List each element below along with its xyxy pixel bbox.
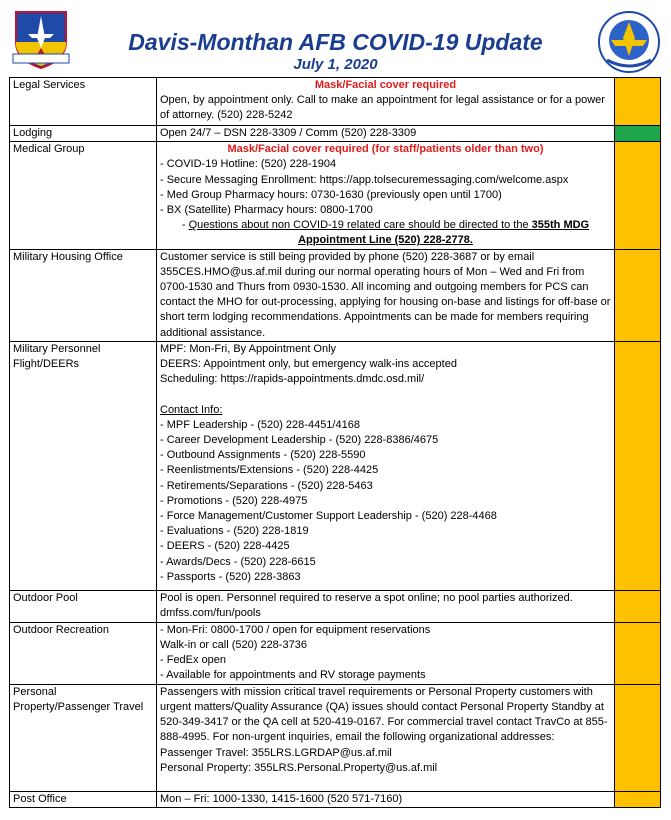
mask-notice: Mask/Facial cover required (for staff/patients older than two) [227, 143, 544, 156]
list-item: - Outbound Assignments - (520) 228-5590 [160, 449, 366, 462]
list-item: - DEERS - (520) 228-4425 [160, 540, 290, 553]
status-indicator-yellow [615, 622, 661, 684]
list-item: - FedEx open [160, 654, 227, 667]
page-title: Davis-Monthan AFB COVID-19 Update [128, 29, 543, 55]
list-item: - MPF Leadership - (520) 228-4451/4168 [160, 418, 360, 431]
table-row-military-housing-office [10, 249, 661, 341]
status-indicator-yellow [615, 142, 661, 249]
facility-name: Post Office [10, 791, 157, 807]
table-row-outdoor-recreation [10, 622, 661, 684]
list-item: - Force Management/Customer Support Leadership - (520) 228-4468 [160, 510, 497, 523]
list-item: Walk-in or call (520) 228-3736 [160, 639, 307, 652]
facility-name: Military Personnel Flight/DEERs [10, 341, 157, 590]
list-item: - Mon-Fri: 0800-1700 / open for equipment reservations [160, 623, 431, 636]
status-indicator-green [615, 126, 661, 142]
facility-details [157, 622, 615, 684]
facility-details [157, 684, 615, 791]
facility-details [157, 78, 615, 126]
list-item: - BX (Satellite) Pharmacy hours: 0800-1700 [160, 204, 373, 217]
facility-name: Lodging [10, 126, 157, 142]
facility-name: Military Housing Office [10, 249, 157, 341]
table-row-military-personnel-flight [10, 341, 661, 590]
status-indicator-yellow [615, 249, 661, 341]
list-item: - Awards/Decs - (520) 228-6615 [160, 555, 316, 568]
facility-name: Medical Group [10, 142, 157, 249]
list-item: - Career Development Leadership - (520) 228-8386/4675 [160, 434, 439, 447]
spacer [160, 387, 611, 402]
wing-emblem-icon [597, 10, 661, 74]
list-item: - Evaluations - (520) 228-1819 [160, 525, 309, 538]
facility-name: Outdoor Recreation [10, 622, 157, 684]
list-item: - Med Group Pharmacy hours: 0730-1630 (previously open until 1700) [160, 188, 502, 201]
status-indicator-yellow [615, 684, 661, 791]
table-row-outdoor-pool [10, 590, 661, 622]
status-indicator-yellow [615, 341, 661, 590]
status-indicator-yellow [615, 590, 661, 622]
list-item: DEERS: Appointment only, but emergency walk-ins accepted [160, 358, 457, 371]
table-row-lodging [10, 126, 661, 142]
appointment-notice: - Questions about non COVID-19 related care should be directed to the 355th MDG Appointment Line (520) 228-2778. [181, 219, 590, 247]
air-combat-command-shield-icon [10, 8, 72, 70]
details-text: Open, by appointment only. Call to make an appointment for legal assistance or for a power of attorney. (520) 228-5242 [160, 94, 605, 122]
list-item: - Retirements/Separations - (520) 228-5463 [160, 479, 373, 492]
list-item: - Passports - (520) 228-3863 [160, 570, 301, 583]
status-table [9, 77, 661, 808]
mask-notice: Mask/Facial cover required [314, 79, 457, 91]
list-item: - COVID-19 Hotline: (520) 228-1904 [160, 158, 337, 171]
contact-heading: Contact Info: [160, 403, 223, 416]
table-row-post-office [10, 791, 661, 807]
facility-details: Open 24/7 – DSN 228-3309 / Comm (520) 228-3309 [157, 126, 615, 142]
facility-details [157, 142, 615, 249]
facility-name: Legal Services [10, 78, 157, 126]
facility-name: Personal Property/Passenger Travel [10, 684, 157, 791]
details-text: Passengers with mission critical travel requirements or Personal Property customers with urgent matters/Quality Assurance (QA) issues should contact Personal Property Standby at 520-349-3417 or the QA cell at 520-419-0167. For commercial travel contact TravCo at 855-888-4995. For non-urgent inquiries, email the following organizational addresses: [160, 685, 608, 744]
status-indicator-yellow [615, 78, 661, 126]
list-item: - Promotions - (520) 228-4975 [160, 494, 308, 507]
page-date: July 1, 2020 [293, 56, 378, 73]
facility-details [157, 341, 615, 590]
facility-details: Pool is open. Personnel required to reserve a spot online; no pool parties authorized. dmfss.com/fun/pools [157, 590, 615, 622]
list-item: MPF: Mon-Fri, By Appointment Only [160, 342, 337, 355]
list-item: Scheduling: https://rapids-appointments.dmdc.osd.mil/ [160, 373, 425, 386]
document-header [0, 0, 671, 78]
list-item: - Available for appointments and RV storage payments [160, 669, 426, 682]
email-line: Personal Property: 355LRS.Personal.Property@us.af.mil [160, 761, 438, 774]
table-row-medical-group [10, 142, 661, 249]
email-line: Passenger Travel: 355LRS.LGRDAP@us.af.mil [160, 746, 392, 759]
status-indicator-yellow [615, 791, 661, 807]
list-item: - Reenlistments/Extensions - (520) 228-4425 [160, 464, 379, 477]
list-item: - Secure Messaging Enrollment: https://app.tolsecuremessaging.com/welcome.aspx [160, 173, 569, 186]
facility-details: Mon – Fri: 1000-1330, 1415-1600 (520 571-7160) [157, 791, 615, 807]
table-row-legal-services [10, 78, 661, 126]
facility-details: Customer service is still being provided by phone (520) 228-3687 or by email 355CES.HMO@us.af.mil during our normal operating hours of Mon – Wed and Fri from 0700-1530 and Thurs from 0930-1530. All incoming and outgoing members for PCS can contact the MHO for out-processing, applying for housing on-base and listings for off-base or short term lodging recommendations. Appointments can be made for members requiring additional assistance. [157, 249, 615, 341]
facility-name: Outdoor Pool [10, 590, 157, 622]
table-row-personal-property-travel [10, 684, 661, 791]
